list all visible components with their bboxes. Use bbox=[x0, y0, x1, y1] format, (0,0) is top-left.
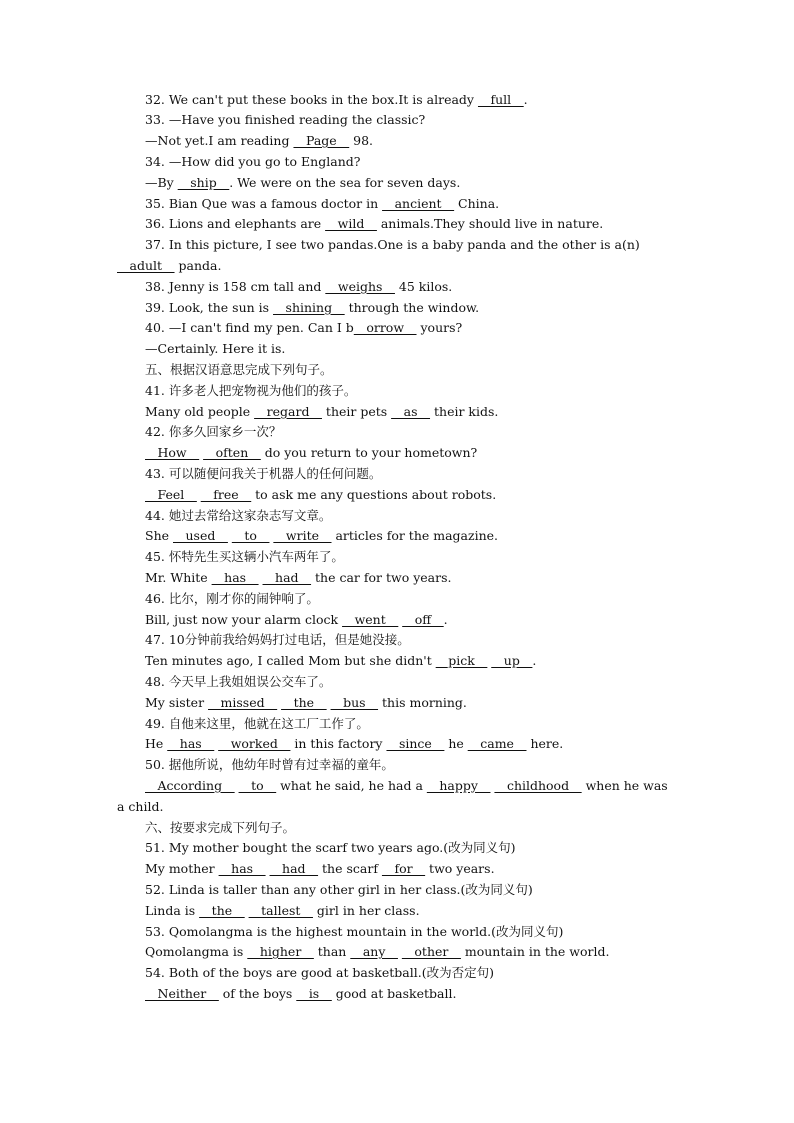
answer-blank: __any__ bbox=[350, 944, 398, 959]
text-line bbox=[145, 861, 495, 877]
line-text: panda. bbox=[174, 258, 222, 273]
text-line bbox=[145, 736, 563, 752]
text-line bbox=[145, 924, 563, 940]
line-text: 47. 10分钟前我给妈妈打过电话，但是她没接。 bbox=[145, 632, 410, 647]
line-text: 35. Bian Que was a famous doctor in bbox=[145, 196, 383, 211]
text-line bbox=[145, 237, 640, 253]
line-text: in this factory bbox=[290, 736, 387, 751]
answer-blank: __tallest__ bbox=[248, 903, 313, 918]
answer-blank: __bus__ bbox=[330, 695, 379, 710]
line-text: 33. —Have you finished reading the classic? bbox=[145, 112, 426, 127]
text-line bbox=[145, 632, 410, 648]
text-line bbox=[145, 424, 281, 440]
text-line bbox=[145, 216, 603, 232]
text-line bbox=[145, 320, 462, 336]
text-line bbox=[145, 612, 448, 628]
answer-blank: __higher__ bbox=[247, 944, 314, 959]
line-text: animals.They should live in nature. bbox=[376, 216, 604, 231]
answer-blank: __missed__ bbox=[208, 695, 278, 710]
line-text: 34. —How did you go to England? bbox=[145, 154, 361, 169]
line-text: 98. bbox=[349, 133, 374, 148]
answer-blank: __went__ bbox=[342, 612, 399, 627]
answer-blank: __often__ bbox=[203, 445, 261, 460]
text-line bbox=[145, 175, 460, 191]
line-text: yours? bbox=[416, 320, 463, 335]
answer-blank: __write__ bbox=[273, 528, 332, 543]
line-text: 54. Both of the boys are good at basketball.(改为否定句) bbox=[145, 965, 494, 980]
line-text: to ask me any questions about robots. bbox=[251, 487, 497, 502]
line-text: . We were on the sea for seven days. bbox=[229, 175, 461, 190]
text-line bbox=[145, 965, 494, 981]
line-text: . bbox=[443, 612, 448, 627]
text-line bbox=[145, 445, 477, 461]
text-line bbox=[145, 591, 319, 607]
line-text: 43. 可以随便问我关于机器人的任何问题。 bbox=[145, 466, 382, 481]
answer-blank: __Neither__ bbox=[145, 986, 219, 1001]
text-line bbox=[145, 695, 467, 711]
line-text: 44. 她过去常给这家杂志写文章。 bbox=[145, 508, 332, 523]
line-text: 32. We can't put these books in the box.It is already bbox=[145, 92, 478, 107]
text-line bbox=[145, 716, 369, 732]
answer-blank: __regard__ bbox=[254, 404, 322, 419]
answer-blank: __as__ bbox=[391, 404, 431, 419]
line-text: Ten minutes ago, I called Mom but she didn't bbox=[145, 653, 436, 668]
answer-blank: __childhood__ bbox=[494, 778, 582, 793]
text-line bbox=[145, 196, 499, 212]
text-line bbox=[145, 653, 536, 669]
answer-blank: __How__ bbox=[145, 445, 200, 460]
answer-blank: __since__ bbox=[386, 736, 445, 751]
text-line bbox=[145, 508, 331, 524]
line-text: the car for two years. bbox=[311, 570, 452, 585]
answer-blank: __full__ bbox=[477, 92, 524, 107]
line-text: 48. 今天早上我姐姐误公交车了。 bbox=[145, 674, 332, 689]
answer-blank: __Page__ bbox=[293, 133, 350, 148]
answer-blank: __other__ bbox=[401, 944, 461, 959]
text-line bbox=[117, 258, 221, 274]
line-text: Bill, just now your alarm clock bbox=[145, 612, 343, 627]
line-text: 53. Qomolangma is the highest mountain in the world.(改为同义句) bbox=[145, 924, 564, 939]
answer-blank: __ship__ bbox=[177, 175, 230, 190]
text-line bbox=[145, 279, 452, 295]
answer-blank: __Feel__ bbox=[145, 487, 197, 502]
answer-blank: __According__ bbox=[145, 778, 235, 793]
line-text: 37. In this picture, I see two pandas.One is a baby panda and the other is a(n) bbox=[145, 237, 640, 252]
line-text: this morning. bbox=[378, 695, 467, 710]
line-text: 五、根据汉语意思完成下列句子。 bbox=[145, 362, 333, 377]
answer-blank: __adult__ bbox=[117, 258, 175, 273]
line-text: 51. My mother bought the scarf two years ago.(改为同义句) bbox=[145, 840, 516, 855]
answer-blank: __to__ bbox=[238, 778, 277, 793]
line-text: of the boys bbox=[218, 986, 297, 1001]
line-text: when he was bbox=[581, 778, 668, 793]
line-text: do you return to your hometown? bbox=[260, 445, 478, 460]
line-text: 39. Look, the sun is bbox=[145, 300, 274, 315]
text-line bbox=[145, 820, 295, 836]
line-text: he bbox=[444, 736, 468, 751]
line-text: —By bbox=[145, 175, 178, 190]
line-text: 52. Linda is taller than any other girl in her class.(改为同义句) bbox=[145, 882, 533, 897]
text-line bbox=[145, 383, 356, 399]
line-text: She bbox=[145, 528, 173, 543]
text-line bbox=[145, 112, 425, 128]
answer-blank: __shining__ bbox=[273, 300, 345, 315]
answer-blank: __happy__ bbox=[426, 778, 491, 793]
line-text: their kids. bbox=[430, 404, 499, 419]
text-line bbox=[145, 882, 533, 898]
answer-blank: __is__ bbox=[296, 986, 332, 1001]
answer-blank: __had__ bbox=[269, 861, 319, 876]
answer-blank: __came__ bbox=[467, 736, 527, 751]
answer-blank: __the__ bbox=[199, 903, 245, 918]
line-text: My sister bbox=[145, 695, 209, 710]
text-line bbox=[145, 300, 479, 316]
line-text: their pets bbox=[321, 404, 392, 419]
line-text: —Certainly. Here it is. bbox=[145, 341, 286, 356]
answer-blank: __the__ bbox=[281, 695, 327, 710]
answer-blank: __off__ bbox=[402, 612, 444, 627]
line-text: 50. 据他所说，他幼年时曾有过幸福的童年。 bbox=[145, 757, 394, 772]
line-text: . bbox=[523, 92, 528, 107]
line-text: 36. Lions and elephants are bbox=[145, 216, 326, 231]
line-text: 46. 比尔，刚才你的闹钟响了。 bbox=[145, 591, 319, 606]
text-line bbox=[145, 903, 420, 919]
line-text: Many old people bbox=[145, 404, 255, 419]
line-text: the scarf bbox=[318, 861, 382, 876]
answer-blank: __used__ bbox=[173, 528, 228, 543]
text-line bbox=[145, 549, 344, 565]
line-text: a child. bbox=[117, 799, 164, 814]
line-text: 六、按要求完成下列句子。 bbox=[145, 820, 296, 835]
answer-blank: __ancient__ bbox=[382, 196, 455, 211]
text-line bbox=[145, 840, 515, 856]
text-line bbox=[145, 778, 668, 794]
line-text: mountain in the world. bbox=[460, 944, 610, 959]
answer-blank: __free__ bbox=[200, 487, 252, 502]
line-text: . bbox=[532, 653, 537, 668]
line-text: Qomolangma is bbox=[145, 944, 248, 959]
text-line bbox=[145, 944, 609, 960]
answer-blank: __has__ bbox=[211, 570, 259, 585]
line-text: China. bbox=[454, 196, 500, 211]
line-text: 45 kilos. bbox=[394, 279, 453, 294]
line-text: 49. 自他来这里，他就在这工厂工作了。 bbox=[145, 716, 369, 731]
text-line bbox=[145, 466, 381, 482]
text-line bbox=[145, 404, 498, 420]
line-text: Linda is bbox=[145, 903, 200, 918]
text-line bbox=[145, 674, 331, 690]
line-text: —Not yet.I am reading bbox=[145, 133, 294, 148]
text-line bbox=[145, 757, 394, 773]
line-text: two years. bbox=[425, 861, 495, 876]
text-line bbox=[145, 341, 285, 357]
answer-blank: __worked__ bbox=[218, 736, 291, 751]
line-text: through the window. bbox=[344, 300, 480, 315]
text-line bbox=[117, 799, 163, 815]
answer-blank: __has__ bbox=[167, 736, 215, 751]
text-line bbox=[145, 133, 373, 149]
line-text: here. bbox=[526, 736, 564, 751]
answer-blank: __wild__ bbox=[325, 216, 377, 231]
answer-blank: __had__ bbox=[262, 570, 312, 585]
answer-blank: __to__ bbox=[231, 528, 270, 543]
answer-blank: __pick__ bbox=[435, 653, 488, 668]
answer-blank: __for__ bbox=[381, 861, 426, 876]
answer-blank: __orrow__ bbox=[353, 320, 417, 335]
answer-blank: __weighs__ bbox=[325, 279, 395, 294]
text-line bbox=[145, 362, 333, 378]
line-text: 40. —I can't find my pen. Can I b bbox=[145, 320, 354, 335]
line-text: than bbox=[313, 944, 351, 959]
line-text: He bbox=[145, 736, 168, 751]
line-text: 42. 你多久回家乡一次？ bbox=[145, 424, 282, 439]
line-text: 45. 怀特先生买这辆小汽车两年了。 bbox=[145, 549, 344, 564]
text-line bbox=[145, 570, 451, 586]
line-text: what he said, he had a bbox=[276, 778, 427, 793]
line-text: 38. Jenny is 158 cm tall and bbox=[145, 279, 326, 294]
line-text: My mother bbox=[145, 861, 219, 876]
text-line bbox=[145, 487, 496, 503]
text-line bbox=[145, 92, 528, 108]
line-text: articles for the magazine. bbox=[331, 528, 499, 543]
line-text: Mr. White bbox=[145, 570, 212, 585]
text-line bbox=[145, 986, 456, 1002]
answer-blank: __up__ bbox=[491, 653, 533, 668]
answer-blank: __has__ bbox=[218, 861, 266, 876]
line-text: 41. 许多老人把宠物视为他们的孩子。 bbox=[145, 383, 357, 398]
text-line bbox=[145, 154, 360, 170]
line-text: good at basketball. bbox=[331, 986, 457, 1001]
text-line bbox=[145, 528, 498, 544]
line-text: girl in her class. bbox=[312, 903, 420, 918]
